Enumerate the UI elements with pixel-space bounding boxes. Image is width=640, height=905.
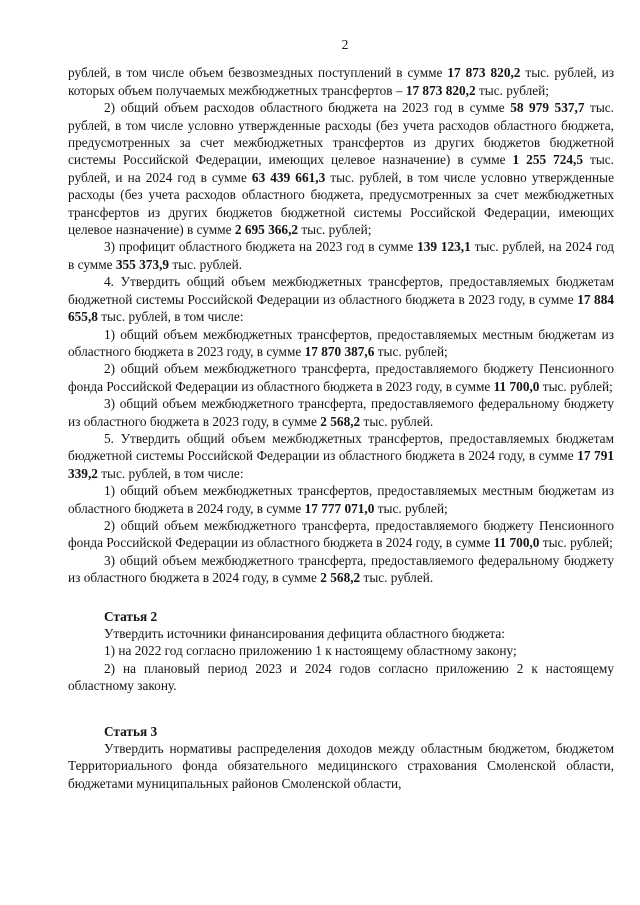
amount: 355 373,9	[115, 256, 170, 272]
amount: 2 568,2	[320, 570, 361, 586]
paragraph-transfers-2024: 5. Утвердить общий объем межбюджетных трансфертов, предоставляемых бюджетам бюджетной системы Российской Федерации из областного бюджета в 2024 году, в сумме 17 791 339,2 тыс. рублей, в том числе:	[68, 430, 614, 481]
paragraph-local-budgets-2023: 1) общий объем межбюджетных трансфертов, предоставляемых местным бюджетам из областного бюджета в 2023 году, в сумме 17 870 387,6 тыс. рублей;	[68, 326, 614, 359]
amount: 2 568,2	[320, 413, 361, 429]
paragraph-revenue-continuation: рублей, в том числе объем безвозмездных поступлений в сумме 17 873 820,2 тыс. рублей, из которых объем получаемых межбюджетных трансфертов – 17 873 820,2 тыс. рублей;	[68, 65, 614, 98]
paragraph-surplus: 3) профицит областного бюджета на 2023 год в сумме 139 123,1 тыс. рублей, на 2024 год в сумме 355 373,9 тыс. рублей.	[68, 239, 614, 272]
amount: 139 123,1	[417, 239, 471, 255]
amount: 17 870 387,6	[304, 343, 375, 359]
paragraph-transfers-2023: 4. Утвердить общий объем межбюджетных трансфертов, предоставляемых бюджетам бюджетной системы Российской Федерации из областного бюджета в 2023 году, в сумме 17 884 655,8 тыс. рублей, в том числе:	[68, 274, 614, 325]
article-3-heading: Статья 3	[104, 723, 158, 739]
amount: 63 439 661,3	[251, 169, 326, 185]
amount: 17 884 655,8	[68, 291, 614, 325]
amount: 17 873 820,2	[405, 82, 476, 98]
amount: 58 979 537,7	[510, 100, 585, 116]
paragraph-pension-fund-2024: 2) общий объем межбюджетного трансферта, предоставляемого бюджету Пенсионного фонда Российской Федерации из областного бюджета в 2024 году, в сумме 11 700,0 тыс. рублей;	[68, 517, 614, 551]
paragraph-expenditures: 2) общий объем расходов областного бюджета на 2023 год в сумме 58 979 537,7 тыс. рублей, в том числе условно утвержденные расходы (без учета расходов областного бюджета, предусмотренных за счет межбюджетных трансфертов из других бюджетов бюджетной системы Российской Федерации, имеющих целевое назначение) в сумме 1 255 724,5 тыс. рублей, и на 2024 год в сумме 63 439 661,3 тыс. рублей, в том числе условно утвержденные расходы (без учета расходов областного бюджета, предусмотренных за счет межбюджетных трансфертов из других бюджетов бюджетной системы Российской Федерации, имеющих целевое назначение) в сумме 2 695 366,2 тыс. рублей;	[68, 100, 614, 238]
amount: 17 777 071,0	[304, 500, 375, 516]
document-page	[68, 36, 614, 792]
paragraph-pension-fund-2023: 2) общий объем межбюджетного трансферта, предоставляемого бюджету Пенсионного фонда Российской Федерации из областного бюджета в 2023 году, в сумме 11 700,0 тыс. рублей;	[68, 361, 614, 394]
article-2-item-1: 1) на 2022 год согласно приложению 1 к настоящему областному закону;	[104, 643, 517, 659]
amount: 2 695 366,2	[234, 222, 299, 238]
paragraph-federal-2023: 3) общий объем межбюджетного трансферта, предоставляемого федеральному бюджету из областного бюджета в 2023 году, в сумме 2 568,2 тыс. рублей.	[68, 396, 614, 429]
paragraph-federal-2024: 3) общий объем межбюджетного трансферта, предоставляемого федеральному бюджету из областного бюджета в 2024 году, в сумме 2 568,2 тыс. рублей.	[68, 552, 614, 586]
amount: 17 873 820,2	[447, 65, 521, 81]
amount: 17 791 339,2	[68, 448, 614, 481]
article-3-text: Утвердить нормативы распределения доходов между областным бюджетом, бюджетом Территориального фонда обязательного медицинского страхования Смоленской области, бюджетами муниципальных районов Смоленской области,	[68, 741, 614, 791]
amount: 11 700,0	[493, 378, 540, 394]
paragraph-local-budgets-2024: 1) общий объем межбюджетных трансфертов, предоставляемых местным бюджетам из областного бюджета в 2024 году, в сумме 17 777 071,0 тыс. рублей;	[68, 483, 614, 516]
page-number: 2	[341, 37, 349, 52]
amount: 11 700,0	[493, 535, 540, 551]
amount: 1 255 724,5	[512, 152, 584, 168]
article-2-item-2: 2) на плановый период 2023 и 2024 годов согласно приложению 2 к настоящему областному закону.	[68, 660, 614, 694]
article-2-heading: Статья 2	[104, 608, 158, 624]
article-2-intro: Утвердить источники финансирования дефицита областного бюджета:	[104, 626, 505, 641]
